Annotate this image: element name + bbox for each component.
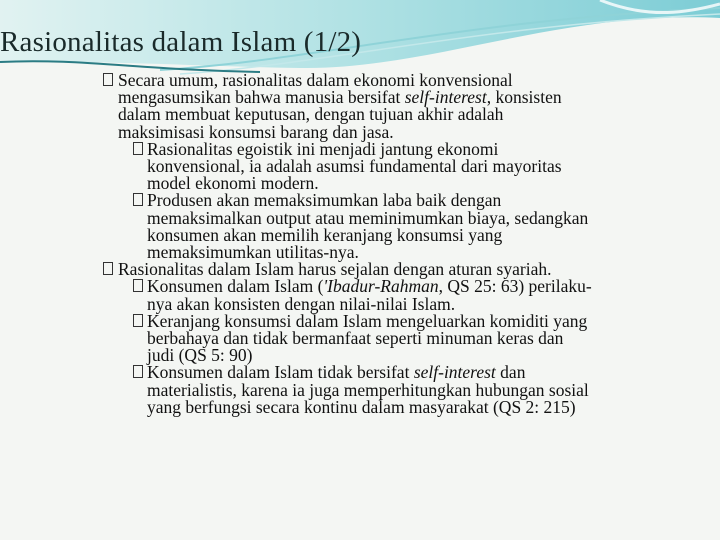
missing-glyph-box-icon [133,279,143,292]
sub-bullet-item: Konsumen dalam Islam ('Ibadur-Rahman, QS 25: 63) perilaku- nya akan konsisten dengan nilai-nilai Islam. [0,278,720,312]
missing-glyph-box-icon [133,314,143,327]
bullet-item: Secara umum, rasionalitas dalam ekonomi konvensional mengasumsikan bahwa manusia bersifat self-interest, konsisten dalam membuat keputusan, dengan tujuan akhir adalah maksimisasi konsumsi barang dan jasa. [0,72,720,141]
sub-bullet-item: Konsumen dalam Islam tidak bersifat self-interest dan materialistis, karena ia juga memperhitungkan hubungan sosial yang berfungsi secara kontinu dalam masyarakat (QS 2: 215) [0,364,720,416]
missing-glyph-box-icon [103,73,113,86]
missing-glyph-box-icon [103,262,113,275]
slide-title: Rasionalitas dalam Islam (1/2) [0,26,362,58]
sub-bullet-item: Produsen akan memaksimumkan laba baik dengan memaksimalkan output atau meminimumkan biaya, sedangkan konsumen akan memilih keranjang konsumsi yang memaksimumkan utilitas-nya. [0,192,720,261]
missing-glyph-box-icon [133,193,143,206]
slide-body [0,72,720,416]
bullet-item: Rasionalitas dalam Islam harus sejalan dengan aturan syariah. [0,261,720,278]
sub-bullet-item: Rasionalitas egoistik ini menjadi jantung ekonomi konvensional, ia adalah asumsi fundamental dari mayoritas model ekonomi modern. [0,141,720,193]
missing-glyph-box-icon [133,365,143,378]
sub-bullet-item: Keranjang konsumsi dalam Islam mengeluarkan komiditi yang berbahaya dan tidak bermanfaat seperti minuman keras dan judi (QS 5: 90) [0,313,720,365]
missing-glyph-box-icon [133,142,143,155]
